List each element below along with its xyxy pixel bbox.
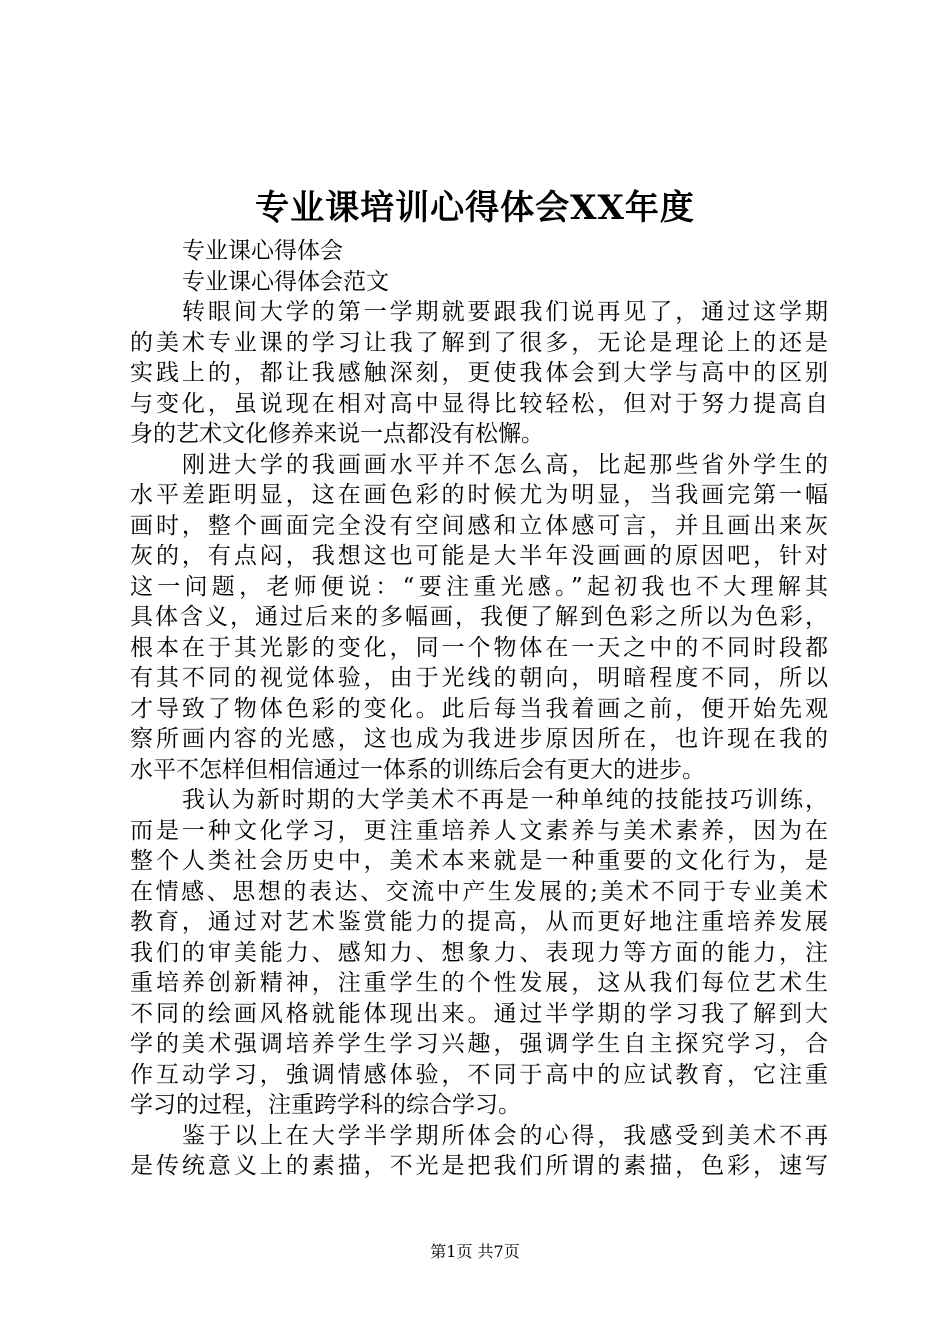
text-line: 转眼间大学的第一学期就要跟我们说再见了，通过这学期 [182,299,828,325]
text-line: 有其不同的视觉体验，由于光线的朝向，明暗程度不同，所以 [130,665,828,691]
text-line: 水平差距明显，这在画色彩的时候尤为明显，当我画完第一幅 [130,482,828,508]
text-line: 根本在于其光影的变化，同一个物体在一天之中的不同时段都 [130,634,828,661]
text-line: 鉴于以上在大学半学期所体会的心得，我感受到美术不再 [182,1122,828,1149]
text-line: 不同的绘画风格就能体现出来。通过半学期的学习我了解到大 [130,1000,828,1027]
text-line: 我认为新时期的大学美术不再是一种单纯的技能技巧训练， [182,787,828,813]
text-line: 专业课心得体会范文 [182,268,389,295]
text-line: 才导致了物体色彩的变化。此后每当我着画之前，便开始先观 [130,695,828,722]
text-line: 实践上的，都让我感触深刻，更使我体会到大学与高中的区别 [130,360,828,386]
text-line: 专业课心得体会 [182,238,343,264]
text-line: 灰的，有点闷，我想这也可能是大半年没画画的原因吧，针对 [130,543,828,569]
text-line: 教育，通过对艺术鉴赏能力的提高，从而更好地注重培养发展 [130,909,828,935]
text-line: 整个人类社会历史中，美术本来就是一种重要的文化行为，是 [130,848,828,874]
text-line: 身的艺术文化修养来说一点都没有松懈。 [130,421,544,447]
text-line: 是传统意义上的素描，不光是把我们所谓的素描，色彩，速写 [130,1153,828,1179]
text-line: 学习的过程，注重跨学科的综合学习。 [130,1092,521,1118]
text-line: 画时，整个画面完全没有空间感和立体感可言，并且画出来灰 [130,512,828,539]
text-line: 在情感、思想的表达、交流中产生发展的;美术不同于专业美术 [130,878,828,905]
document-body [130,236,828,1182]
text-line: 作互动学习，強调情感体验，不同于高中的应试教育，它注重 [130,1061,828,1088]
document-title: 专业课培训心得体会XX年度 [255,188,695,228]
text-line: 学的美术强调培养学生学习兴趣，强调学生自主探究学习，合 [130,1031,828,1057]
text-line: 与变化，虽说现在相对高中显得比较轻松，但对于努力提高自 [130,390,828,417]
text-line: 这一问题，老师便说：“要注重光感。”起初我也不大理解其 [130,573,828,600]
text-line: 的美术专业课的学习让我了解到了很多，无论是理论上的还是 [130,329,828,356]
page-footer: 第1页 共7页 [430,1242,520,1261]
text-line: 重培养创新精神，注重学生的个性发展，这从我们每位艺术生 [130,970,828,996]
text-line: 刚进大学的我画画水平并不怎么高，比起那些省外学生的 [182,451,828,478]
text-line: 我们的审美能力、感知力、想象力、表现力等方面的能力，注 [130,939,828,966]
text-line: 而是一种文化学习，更注重培养人文素养与美术素养，因为在 [130,817,828,844]
text-line: 察所画内容的光感，这也成为我进步原因所在，也许现在我的 [130,726,828,752]
text-line: 水平不怎样但相信通过一体系的训练后会有更大的进步。 [130,756,705,783]
text-line: 具体含义，通过后来的多幅画，我便了解到色彩之所以为色彩， [130,604,828,630]
